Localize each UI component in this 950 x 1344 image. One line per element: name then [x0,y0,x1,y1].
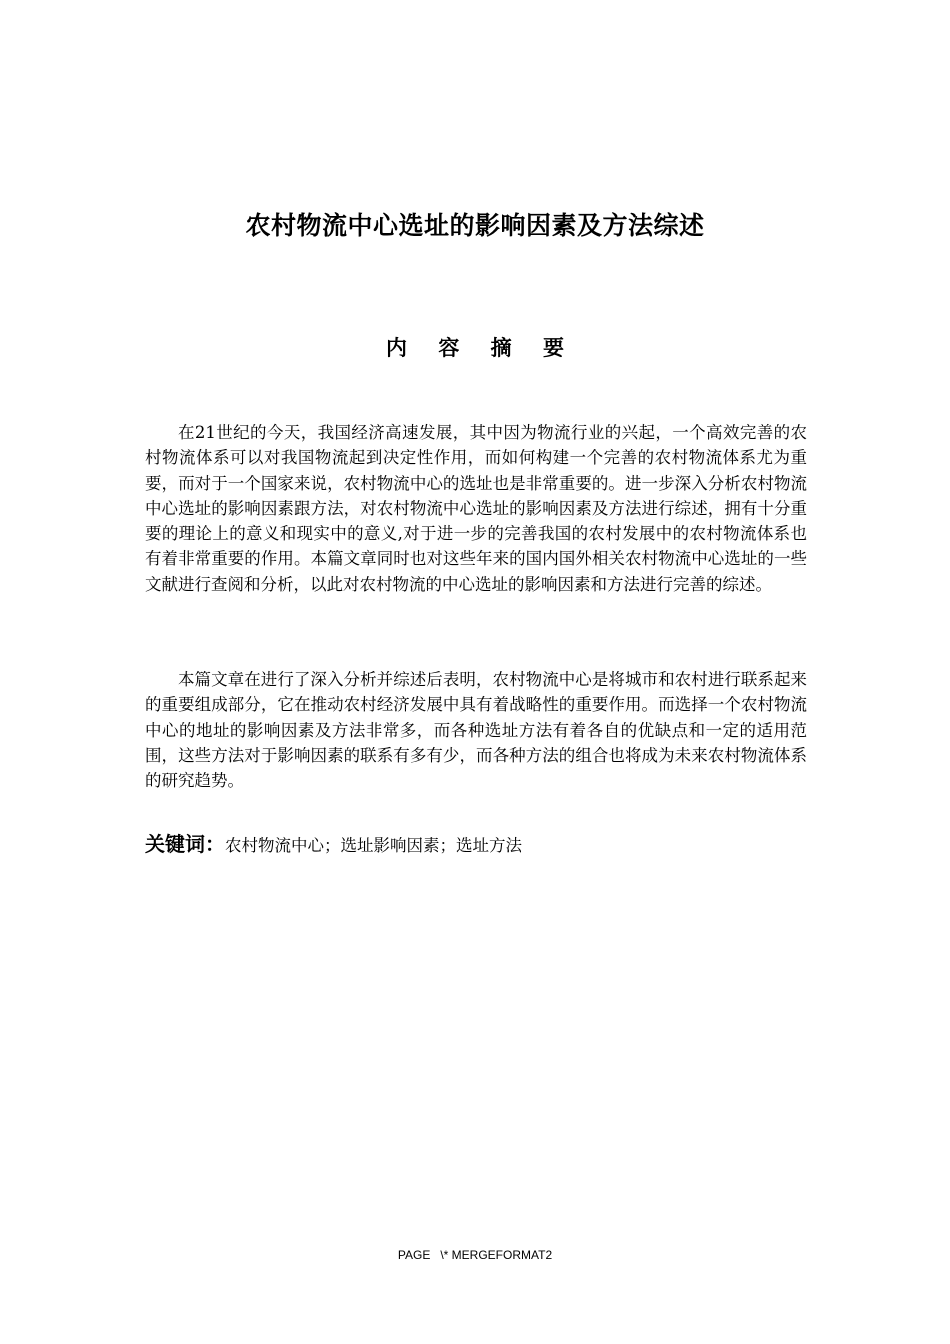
abstract-paragraph-2: 本篇文章在进行了深入分析并综述后表明，农村物流中心是将城市和农村进行联系起来的重要组成部分，它在推动农村经济发展中具有着战略性的重要作用。而选择一个农村物流中心的地址的影响因素及方法非常多，而各种选址方法有着各自的优缺点和一定的适用范围，这些方法对于影响因素的联系有多有少，而各种方法的组合也将成为未来农村物流体系的研究趋势。 [145,670,807,791]
keywords-value: 农村物流中心；选址影响因素；选址方法 [225,836,522,855]
document-title: 农村物流中心选址的影响因素及方法综述 [245,211,705,240]
keywords-label: 关键词： [145,832,225,856]
page-footer: PAGE \* MERGEFORMAT2 [397,1248,553,1262]
keywords-line [145,829,807,861]
abstract-paragraph-1: 在21世纪的今天，我国经济高速发展，其中因为物流行业的兴起，一个高效完善的农村物流体系可以对我国物流起到决定性作用，而如何构建一个完善的农村物流体系尤为重要，而对于一个国家来说，农村物流中心的选址也是非常重要的。进一步深入分析农村物流中心选址的影响因素跟方法，对农村物流中心选址的影响因素及方法进行综述，拥有十分重要的理论上的意义和现实中的意义,对于进一步的完善我国的农村发展中的农村物流体系也有着非常重要的作用。本篇文章同时也对这些年来的国内国外相关农村物流中心选址的一些文献进行查阅和分析，以此对农村物流的中心选址的影响因素和方法进行完善的综述。 [145,423,807,594]
abstract-heading: 内 容 摘 要 [386,336,576,360]
